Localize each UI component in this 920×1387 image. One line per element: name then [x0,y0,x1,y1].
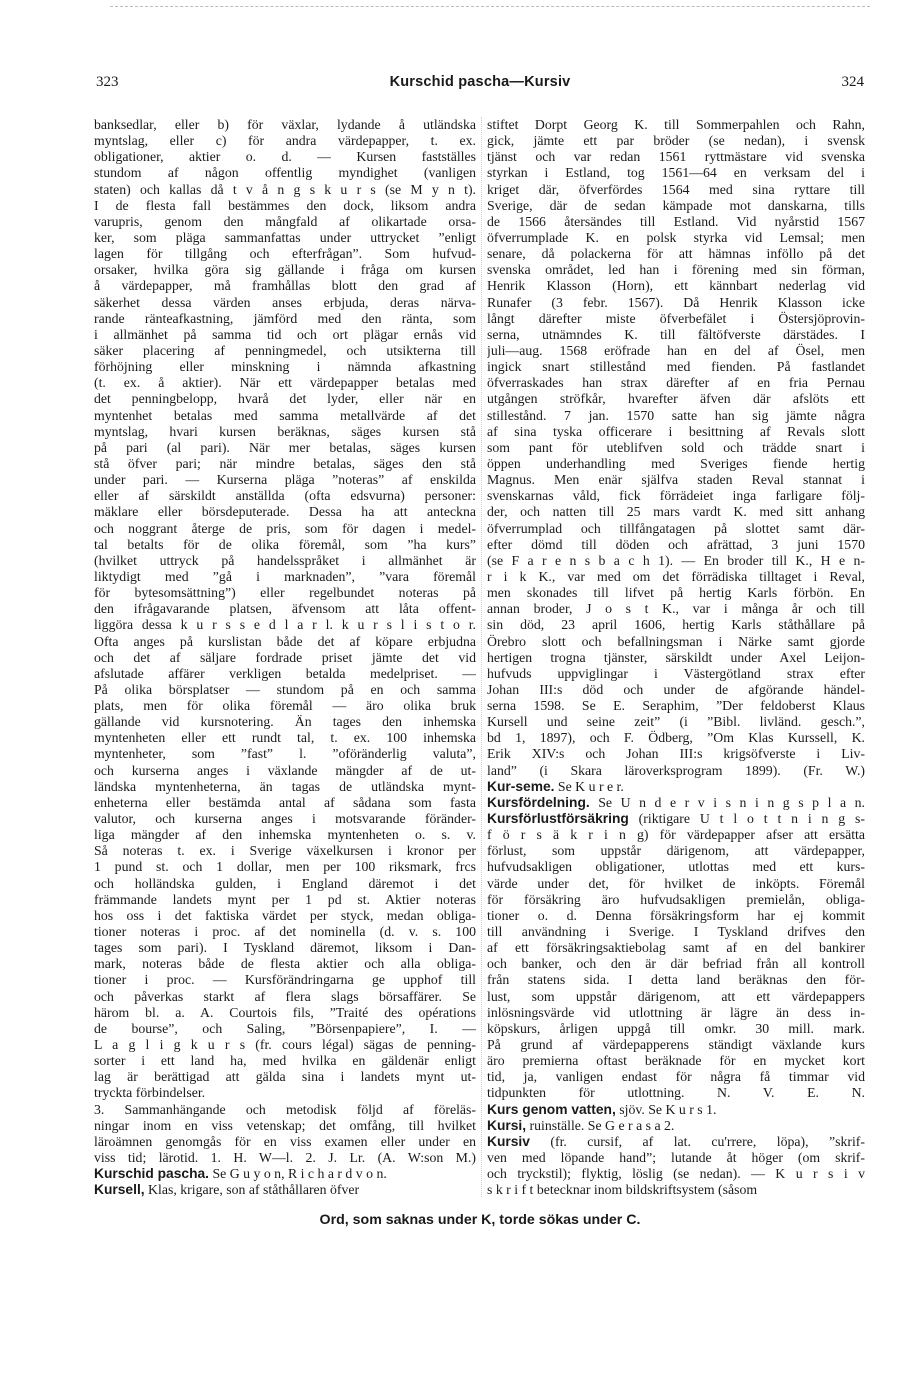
text-line: men skonades till lifvet på hertig Karls förbön. En [487,585,865,601]
text-line: och påverkas starkt af flera slags börsaffärer. Se [94,988,476,1004]
text-line: köpskurs, årligen uppgå till omkr. 30 mill. mark. [487,1020,865,1036]
text-line: värde under det, för hvilket de inköpts. Föremål [487,875,865,891]
text-line: liga mängder af den inhemska myntenheten o. s. v. [94,827,476,843]
text-line: Kurs genom vatten, sjöv. Se K u r s 1. [487,1101,717,1117]
text-line: liggöra dessa k u r s s e d l a r l. k u r s l i s t o r. [94,617,476,633]
text-line: liktydigt med ”gå i marknaden”, ”vara föremål [94,568,476,584]
entry-headword: Kurs genom vatten, [487,1101,616,1117]
entry-headword: Kursförlustförsäkring [487,811,629,827]
text-line: Kursförlustförsäkring (riktigare U t l o t t n i n g s- [487,811,865,827]
text-line: Kurschid pascha. Se G u y o n, R i c h a r d v o n. [94,1166,387,1182]
text-line: inlösningsvärde vid utlottning är lägre än dess in- [487,1004,865,1020]
text-line: långt därefter miste öfverbefälet i Östersjöprovin- [487,310,865,326]
entry-headword: Kursiv [487,1133,530,1149]
text-line: lag är berättigad att gälda sina i landets mynt ut- [94,1069,476,1085]
text-line: ningar inom en viss vetenskap; det omfång, till hvilket [94,1117,476,1133]
text-line: mäklare eller börsdeputerade. Dessa ha att anteckna [94,504,476,520]
text-line: för försäkring äro hufvudsakligen premielån, obliga- [487,891,865,907]
text-line: bd 1, 1897), och F. Ödberg, ”Om Klas Kurssell, K. [487,730,865,746]
text-line: På grund af värdepapperens ständigt växlande kurs [487,1037,865,1053]
page-footer-note: Ord, som saknas under K, torde sökas under C. [319,1212,641,1228]
text-line: staten) och kallas då t v å n g s k u r s (se M y n t). [94,181,476,197]
text-line: (se F a r e n s b a c h 1). — En broder till K., H e n- [487,552,865,568]
running-head: Kurschid pascha—Kursiv [389,74,571,90]
text-line: den ifrågavarande platsen, äfvensom att låta offent- [94,601,476,617]
text-line: tages som pari). I Tyskland däremot, liksom i Dan- [94,940,476,956]
text-line: Kursell und seine zeit” (i ”Bibl. livländ. gesch.”, [487,714,865,730]
text-line: enheterna eller bestämda antal af sådana som fasta [94,794,476,810]
text-line: och det af säljare fordrade priset jämte det vid [94,649,476,665]
text-line: öfverrumplad och tillfångatagen på slottet samt där- [487,520,865,536]
text-line: (t. ex. å aktier). När ett värdepapper betalas med [94,375,476,391]
page-header [96,74,864,96]
text-line: det penningbelopp, hvarå det lyder, eller när en [94,391,476,407]
text-line: Kursell, Klas, krigare, son af ståthållaren öfver [94,1182,360,1198]
text-line: 3. Sammanhängande och metodisk följd af föreläs- [94,1101,476,1117]
text-line: Ofta anges på kurslistan både det af köpare erbjudna [94,633,476,649]
text-line: å värdepapper, må framhållas blott den grad af [94,278,476,294]
page-number-left: 323 [96,74,119,90]
text-line: som pant för uteblifven sold och trädde snart i [487,439,865,455]
text-line: Runafer (3 febr. 1567). Då Henrik Klasson icke [487,294,865,310]
text-line: Kursi, ruinställe. Se G e r a s a 2. [487,1117,675,1133]
text-line: Erik XIV:s och Johan III:s krigsöfverste i Liv- [487,746,865,762]
text-line: öfverrumplade K. en polsk styrka vid Lemsal; men [487,229,865,245]
text-line: orsaker, hvilka göra sig gällande i fråga om kursen [94,262,476,278]
scan-edge-line [110,6,870,7]
text-line: senare, då polackerna för att hämnas inföllo på det [487,246,865,262]
text-line: 1 pund st. och 1 dollar, men per 100 riksmark, frcs [94,859,476,875]
text-line: tryckta förbindelser. [94,1085,206,1101]
text-line: Johan III:s död och under de afgörande händel- [487,681,865,697]
text-line: gick, jämte ett par bröder (se nedan), i svensk [487,133,865,149]
text-line: tal betalts för de olika föremål, som ”ha kurs” [94,536,476,552]
text-line: land” (i Skara läroverksprogram 1899). (Fr. W.) [487,762,865,778]
text-line: hertigen trogna tjänster, särskildt under Axel Leijon- [487,649,865,665]
text-line: sorter i ett land ha, med hvilka en gäldenär enligt [94,1053,476,1069]
text-column-left [94,117,476,1198]
text-line: på pari (al pari). När mer betalas, säges kursen [94,439,476,455]
text-line: f ö r s ä k r i n g) för värdepapper afser att ersätta [487,827,865,843]
text-line: (hvilket uttryck på handelsspråket i allmänhet är [94,552,476,568]
entry-headword: Kursfördelning. [487,794,590,810]
text-line: der, och natten till 25 mars vardt K. med sitt anhang [487,504,865,520]
text-line: tioner i proc. — Kursförändringarna ge upphof till [94,972,476,988]
text-line: ker, som pläga sammanfattas under uttrycket ”enligt [94,229,476,245]
text-line: tioner o. d. Denna försäkringsform har ej kommit [487,907,865,923]
text-line: öfverraskades han strax därefter af en fria Pernau [487,375,865,391]
text-line: stundom af någon offentlig myndighet (vanligen [94,165,476,181]
page-number-right: 324 [841,74,864,90]
text-line: svenska området, led han i förening med sin förman, [487,262,865,278]
text-line: viss tid; lärotid. 1. H. W—l. 2. J. Lr. (A. W:son M.) [94,1150,476,1165]
text-line: stillestånd. 7 jan. 1570 satte han sig jämte några [487,407,865,423]
text-line: och holländska gulden, i England däremot i det [94,875,476,891]
entry-headword: Kurschid pascha. [94,1166,210,1182]
text-line: lust, som uppstår därigenom, att ett värdepappers [487,988,865,1004]
text-line: plats, men för olika föremål — äro olika bruk [94,698,476,714]
text-line: I de flesta fall bestämmes den dock, liksom andra [94,197,476,213]
text-line: L a g l i g k u r s (fr. cours légal) sägas de penning- [94,1037,476,1053]
text-line: öppen underhandling med Sveriges fiende hertig [487,455,865,471]
text-line: myntslag, hvari kursen beräknas, säges kursen stå [94,423,476,439]
text-line: ven med löpande hand”; lutande åt höger (om skrif- [487,1150,865,1165]
text-line: tjänst och var redan 1561 ryttmästare vid svenska [487,149,865,165]
text-line: På olika börsplatser — stundom på en och samma [94,681,476,697]
text-line: valutor, och kurserna anges i motsvarande föränder- [94,811,476,827]
text-line: Magnus. Men enär själfva staden Reval stannat i [487,472,865,488]
text-line: Henrik Klasson (Horn), ett kännbart nederlag vid [487,278,865,294]
text-line: myntenheter, som ”fast” l. ”oföränderlig valuta”, [94,746,476,762]
text-line: serna 1598. Se E. Seraphim, ”Der feldoberst Klaus [487,698,865,714]
entry-headword: Kursi, [487,1117,527,1133]
text-line: från statens sida. I detta land beräknas den för- [487,972,865,988]
text-line: eller af särskildt anställda (ofta edsvurna) personer: [94,488,476,504]
text-line: myntenhet betalas med samma metallvärde af det [94,407,476,423]
text-line: ingick snart stillestånd med fienden. På fastlandet [487,359,865,375]
text-line: Kursfördelning. Se U n d e r v i s n i n g s p l a n. [487,794,865,810]
text-line: i allmänhet på samma tid och ort plägar ernås vid [94,326,476,342]
text-line: myntslag, eller c) för andra värdepapper, t. ex. [94,133,476,149]
entry-headword: Kursell, [94,1182,145,1198]
text-line: hufvuds uppviglingar i Västergötland strax efter [487,665,865,681]
text-line: tidpunkten för utlottning. N. V. E. N. [487,1085,865,1101]
text-line: de bourse”, och Saling, ”Börsenpapiere”, I. — [94,1020,476,1036]
text-line: myntenheten eller ett rundt tal, t. ex. 100 inhemska [94,730,476,746]
text-line: till användning i Sverige. I Tyskland drifves den [487,924,865,940]
column-divider [481,117,482,1197]
text-line: sin död, 23 april 1606, hertig Karls ståthållare på [487,617,865,633]
text-line: hos oss i det faktiska värdet per styck, medan obliga- [94,907,476,923]
text-line: äro premierna oftast beräknade för en mycket kort [487,1053,865,1069]
text-line: banksedlar, eller b) för växlar, lydande å utländska [94,117,476,132]
text-line: varupris, genom den mångfald af olikartade orsa- [94,213,476,229]
text-line: främmande landets mynt per 1 pd st. Aktier noteras [94,891,476,907]
text-line: Så noteras t. ex. i Sverige växelkursen i kronor per [94,843,476,859]
text-line: hufvudsakligen obligationer, utlottas med ett kurs- [487,859,865,875]
text-line: efter dömd till döden och afrättad, 3 juni 1570 [487,536,865,552]
text-line: säker placering af penningmedel, och utsikterna till [94,342,476,358]
text-line: stå öfver pari; när mindre betalas, säges den stå [94,455,476,471]
text-line: och banker, och den är där befriad från all kontroll [487,956,865,972]
text-line: obligationer, aktier o. d. — Kursen fastställes [94,149,476,165]
text-line: mark, noteras både de flesta aktier och alla obliga- [94,956,476,972]
text-line: förlust, som uppstår därigenom, att värdepapper, [487,843,865,859]
text-line: lagen för tillgång och efterfrågan”. Som hufvud- [94,246,476,262]
text-line: Kursiv (fr. cursif, af lat. cu'rrere, löpa), ”skrif- [487,1133,865,1149]
text-line: kriget där, öfverfördes 1564 med sina ryttare till [487,181,865,197]
text-line: r i k K., var med om det förrädiska tilltaget i Reval, [487,568,865,584]
text-line: gällande vid kursnotering. Än tages den inhemska [94,714,476,730]
text-line: styrkan i Estland, tog 1561—64 en verksam del i [487,165,865,181]
text-line: och kurserna anges i växlande mängder af de ut- [94,762,476,778]
text-line: läroämnen genomgås för en viss examen eller under en [94,1133,476,1149]
text-line: och tryckstil); flyktig, löslig (se nedan). — K u r s i v [487,1166,865,1182]
text-line: härom bl. a. A. Courtois fils, ”Traité des opérations [94,1004,476,1020]
text-line: serna, utnämndes K. till fältöfverste därstädes. I [487,326,865,342]
text-line: säkerhet dessa värden anses erbjuda, deras närva- [94,294,476,310]
text-line: för bytesomsättning”) eller regelbundet noteras på [94,585,476,601]
text-line: af ett försäkringsaktiebolag samt af en del bankirer [487,940,865,956]
text-line: de 1566 återsändes till Estland. Vid nyårstid 1567 [487,213,865,229]
text-line: under pari. — Kurserna pläga ”noteras” af enskilda [94,472,476,488]
text-line: af sina tyska officerare i besittning af Revals slott [487,423,865,439]
text-line: stiftet Dorpt Georg K. till Sommerpahlen och Rahn, [487,117,865,132]
text-line: rande ränteafkastning, jämförd med den ränta, som [94,310,476,326]
text-line: juli—aug. 1568 eröfrade han en del af Ösel, men [487,342,865,358]
entry-headword: Kur-seme. [487,778,555,794]
text-column-right [487,117,865,1198]
text-line: utgången ströfkår, hvarefter äfven där afslöts ett [487,391,865,407]
text-line: Sverige, där de sedan kämpade mot danskarna, tills [487,197,865,213]
text-line: afslutade affärer verkligen betalda medelpriset. — [94,665,476,681]
text-line: annan broder, J o s t K., var i många år och till [487,601,865,617]
text-line: Örebro slott och befallningsman i Närke samt gjorde [487,633,865,649]
text-line: Kur-seme. Se K u r e r. [487,778,624,794]
text-line: tioner noteras i proc. af det nominella (d. v. s. 100 [94,924,476,940]
text-line: tid, ja, vanligen endast för några få timmar vid [487,1069,865,1085]
text-line: s k r i f t betecknar inom bildskriftsystem (såsom [487,1182,758,1198]
text-line: och noggrant återge de pris, som för dagen i medel- [94,520,476,536]
text-line: svenskarnas våld, fick förrädeiet inga farligare följ- [487,488,865,504]
text-line: förhöjning eller minskning i nämnda afkastning [94,359,476,375]
text-line: ländska myntenheterna, än tagas de utländska mynt- [94,778,476,794]
